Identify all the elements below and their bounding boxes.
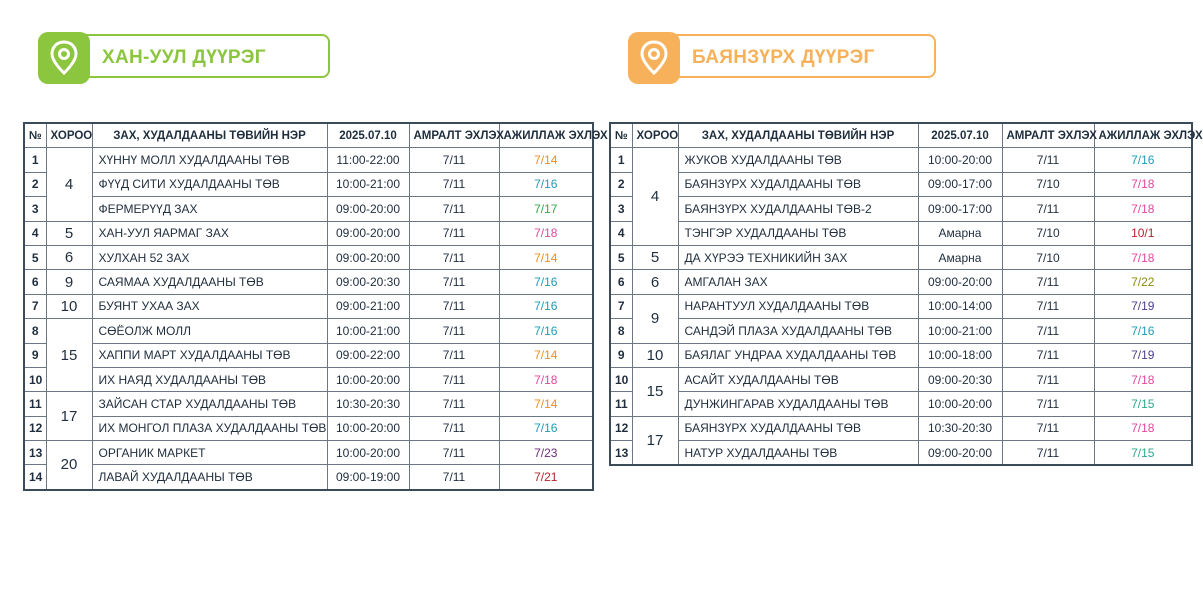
- table-row: [24, 197, 593, 221]
- rest-start-date: 7/11: [1002, 270, 1094, 294]
- opening-hours: 09:00-20:00: [327, 221, 409, 245]
- market-name: ХҮННҮ МОЛЛ ХУДАЛДААНЫ ТӨВ: [92, 148, 327, 172]
- table-row: [24, 245, 593, 269]
- opening-hours: 10:00-21:00: [327, 319, 409, 343]
- market-name: БАЯНЗҮРХ ХУДАЛДААНЫ ТӨВ: [678, 172, 918, 196]
- khoroo-cell: 10: [632, 343, 678, 367]
- rest-start-date: 7/11: [409, 465, 499, 490]
- market-name: НАРАНТУУЛ ХУДАЛДААНЫ ТӨВ: [678, 294, 918, 318]
- reopen-date: 7/15: [1094, 392, 1192, 416]
- row-number: 1: [24, 148, 46, 172]
- header-rest-start: АМРАЛТ ЭХЛЭХ: [1002, 123, 1094, 148]
- row-number: 3: [610, 197, 632, 221]
- header-reopen: АЖИЛЛАЖ ЭХЛЭХ: [499, 123, 593, 148]
- reopen-date: 7/17: [499, 197, 593, 221]
- table-row: [24, 367, 593, 391]
- row-number: 6: [610, 270, 632, 294]
- district-title: ХАН-УУЛ ДҮҮРЭГ: [102, 47, 266, 68]
- header-reopen: АЖИЛЛАЖ ЭХЛЭХ: [1094, 123, 1192, 148]
- table-row: [610, 416, 1192, 440]
- row-number: 1: [610, 148, 632, 172]
- header-row: [24, 123, 593, 148]
- header-number: №: [610, 123, 632, 148]
- opening-hours: Амарна: [918, 221, 1002, 245]
- market-name: САЯМАА ХУДАЛДААНЫ ТӨВ: [92, 270, 327, 294]
- reopen-date: 7/18: [1094, 416, 1192, 440]
- rest-start-date: 7/11: [409, 197, 499, 221]
- rest-start-date: 7/11: [409, 148, 499, 172]
- header-name: ЗАХ, ХУДАЛДААНЫ ТӨВИЙН НЭР: [678, 123, 918, 148]
- market-name: САНДЭЙ ПЛАЗА ХУДАЛДААНЫ ТӨВ: [678, 319, 918, 343]
- row-number: 8: [610, 319, 632, 343]
- rest-start-date: 7/11: [409, 294, 499, 318]
- opening-hours: 09:00-22:00: [327, 343, 409, 367]
- table-row: [24, 416, 593, 440]
- header-rest-start: АМРАЛТ ЭХЛЭХ: [409, 123, 499, 148]
- table-row: [610, 319, 1192, 343]
- khoroo-cell: 15: [46, 319, 92, 392]
- header-row: [610, 123, 1192, 148]
- table-row: [610, 148, 1192, 172]
- table-row: [24, 465, 593, 490]
- rest-start-date: 7/11: [409, 245, 499, 269]
- reopen-date: 7/18: [1094, 245, 1192, 269]
- table-row: [24, 294, 593, 318]
- market-name: АМГАЛАН ЗАХ: [678, 270, 918, 294]
- khoroo-cell: 9: [632, 294, 678, 343]
- opening-hours: 11:00-22:00: [327, 148, 409, 172]
- opening-hours: Амарна: [918, 245, 1002, 269]
- rest-start-date: 7/11: [1002, 392, 1094, 416]
- reopen-date: 7/18: [499, 221, 593, 245]
- reopen-date: 7/14: [499, 245, 593, 269]
- table-row: [24, 319, 593, 343]
- rest-start-date: 7/11: [1002, 441, 1094, 466]
- market-name: ЛАВАЙ ХУДАЛДААНЫ ТӨВ: [92, 465, 327, 490]
- market-name: ДА ХҮРЭЭ ТЕХНИКИЙН ЗАХ: [678, 245, 918, 269]
- market-name: ФЕРМЕРҮҮД ЗАХ: [92, 197, 327, 221]
- opening-hours: 09:00-20:00: [918, 270, 1002, 294]
- table-row: [24, 270, 593, 294]
- header-khoroo: ХОРОО: [46, 123, 92, 148]
- opening-hours: 09:00-17:00: [918, 197, 1002, 221]
- rest-start-date: 7/11: [1002, 416, 1094, 440]
- rest-start-date: 7/11: [409, 172, 499, 196]
- khoroo-cell: 20: [46, 441, 92, 490]
- khoroo-cell: 4: [632, 148, 678, 246]
- opening-hours: 09:00-20:30: [327, 270, 409, 294]
- rest-start-date: 7/11: [409, 343, 499, 367]
- opening-hours: 10:00-20:00: [327, 416, 409, 440]
- opening-hours: 10:30-20:30: [918, 416, 1002, 440]
- market-name: ИХ МОНГОЛ ПЛАЗА ХУДАЛДААНЫ ТӨВ: [92, 416, 327, 440]
- khoroo-cell: 6: [632, 270, 678, 294]
- opening-hours: 10:00-21:00: [327, 172, 409, 196]
- table-row: [610, 197, 1192, 221]
- reopen-date: 7/16: [1094, 148, 1192, 172]
- table-row: [610, 172, 1192, 196]
- rest-start-date: 7/11: [409, 367, 499, 391]
- row-number: 13: [610, 441, 632, 466]
- row-number: 4: [610, 221, 632, 245]
- opening-hours: 09:00-20:00: [918, 441, 1002, 466]
- table-row: [610, 245, 1192, 269]
- rest-start-date: 7/11: [1002, 294, 1094, 318]
- row-number: 11: [610, 392, 632, 416]
- market-name: ЖУКОВ ХУДАЛДААНЫ ТӨВ: [678, 148, 918, 172]
- row-number: 10: [24, 367, 46, 391]
- row-number: 12: [610, 416, 632, 440]
- rest-start-date: 7/11: [1002, 197, 1094, 221]
- reopen-date: 7/19: [1094, 343, 1192, 367]
- reopen-date: 10/1: [1094, 221, 1192, 245]
- market-schedule-table-khan-uul: [23, 122, 608, 491]
- rest-start-date: 7/10: [1002, 221, 1094, 245]
- row-number: 9: [24, 343, 46, 367]
- opening-hours: 09:00-20:00: [327, 245, 409, 269]
- rest-start-date: 7/11: [1002, 148, 1094, 172]
- row-number: 6: [24, 270, 46, 294]
- opening-hours: 09:00-17:00: [918, 172, 1002, 196]
- table-row: [24, 148, 593, 172]
- khoroo-cell: 15: [632, 367, 678, 416]
- opening-hours: 09:00-20:00: [327, 197, 409, 221]
- market-name: ХАППИ МАРТ ХУДАЛДААНЫ ТӨВ: [92, 343, 327, 367]
- rest-start-date: 7/11: [409, 221, 499, 245]
- market-schedule-table-bayanzurkh: [609, 122, 1203, 466]
- market-name: БАЯЛАГ УНДРАА ХУДАЛДААНЫ ТӨВ: [678, 343, 918, 367]
- khoroo-cell: 4: [46, 148, 92, 221]
- reopen-date: 7/23: [499, 441, 593, 465]
- rest-start-date: 7/11: [409, 441, 499, 465]
- header-khoroo: ХОРОО: [632, 123, 678, 148]
- reopen-date: 7/18: [1094, 367, 1192, 391]
- table-row: [610, 270, 1192, 294]
- opening-hours: 10:00-20:00: [918, 148, 1002, 172]
- khoroo-cell: 6: [46, 245, 92, 269]
- table-row: [610, 294, 1192, 318]
- table-row: [610, 343, 1192, 367]
- market-name: ФҮҮД СИТИ ХУДАЛДААНЫ ТӨВ: [92, 172, 327, 196]
- khoroo-cell: 17: [632, 416, 678, 465]
- market-name: ХУЛХАН 52 ЗАХ: [92, 245, 327, 269]
- rest-start-date: 7/11: [409, 270, 499, 294]
- market-name: ОРГАНИК МАРКЕТ: [92, 441, 327, 465]
- rest-start-date: 7/11: [1002, 319, 1094, 343]
- row-number: 4: [24, 221, 46, 245]
- header-date: 2025.07.10: [327, 123, 409, 148]
- reopen-date: 7/16: [499, 416, 593, 440]
- district-badge-khan-uul: [38, 34, 330, 78]
- reopen-date: 7/18: [499, 367, 593, 391]
- row-number: 9: [610, 343, 632, 367]
- district-title: БАЯНЗҮРХ ДҮҮРЭГ: [692, 47, 875, 68]
- reopen-date: 7/16: [499, 294, 593, 318]
- row-number: 13: [24, 441, 46, 465]
- row-number: 7: [24, 294, 46, 318]
- table-row: [610, 221, 1192, 245]
- table-row: [24, 343, 593, 367]
- market-name: БАЯНЗҮРХ ХУДАЛДААНЫ ТӨВ: [678, 416, 918, 440]
- opening-hours: 09:00-21:00: [327, 294, 409, 318]
- row-number: 11: [24, 392, 46, 416]
- row-number: 5: [24, 245, 46, 269]
- row-number: 7: [610, 294, 632, 318]
- rest-start-date: 7/11: [409, 416, 499, 440]
- rest-start-date: 7/10: [1002, 172, 1094, 196]
- reopen-date: 7/16: [499, 270, 593, 294]
- rest-start-date: 7/11: [409, 392, 499, 416]
- row-number: 10: [610, 367, 632, 391]
- row-number: 5: [610, 245, 632, 269]
- location-pin-icon: [38, 32, 90, 84]
- row-number: 2: [24, 172, 46, 196]
- opening-hours: 10:00-18:00: [918, 343, 1002, 367]
- reopen-date: 7/21: [499, 465, 593, 490]
- opening-hours: 10:00-14:00: [918, 294, 1002, 318]
- row-number: 3: [24, 197, 46, 221]
- location-pin-icon: [628, 32, 680, 84]
- reopen-date: 7/14: [499, 343, 593, 367]
- table-row: [610, 392, 1192, 416]
- rest-start-date: 7/10: [1002, 245, 1094, 269]
- market-name: НАТУР ХУДАЛДААНЫ ТӨВ: [678, 441, 918, 466]
- header-number: №: [24, 123, 46, 148]
- reopen-date: 7/22: [1094, 270, 1192, 294]
- rest-start-date: 7/11: [1002, 343, 1094, 367]
- opening-hours: 10:00-20:00: [327, 367, 409, 391]
- header-date: 2025.07.10: [918, 123, 1002, 148]
- opening-hours: 09:00-19:00: [327, 465, 409, 490]
- market-name: ИХ НАЯД ХУДАЛДААНЫ ТӨВ: [92, 367, 327, 391]
- reopen-date: 7/15: [1094, 441, 1192, 466]
- reopen-date: 7/16: [499, 319, 593, 343]
- table-row: [610, 367, 1192, 391]
- row-number: 12: [24, 416, 46, 440]
- header-name: ЗАХ, ХУДАЛДААНЫ ТӨВИЙН НЭР: [92, 123, 327, 148]
- rest-start-date: 7/11: [409, 319, 499, 343]
- reopen-date: 7/14: [499, 148, 593, 172]
- row-number: 2: [610, 172, 632, 196]
- table-row: [24, 221, 593, 245]
- table-row: [24, 172, 593, 196]
- reopen-date: 7/19: [1094, 294, 1192, 318]
- market-name: ТЭНГЭР ХУДАЛДААНЫ ТӨВ: [678, 221, 918, 245]
- table-row: [24, 441, 593, 465]
- reopen-date: 7/16: [1094, 319, 1192, 343]
- khoroo-cell: 17: [46, 392, 92, 441]
- market-name: ХАН-УУЛ ЯАРМАГ ЗАХ: [92, 221, 327, 245]
- market-name: БУЯНТ УХАА ЗАХ: [92, 294, 327, 318]
- market-name: ЗАЙСАН СТАР ХУДАЛДААНЫ ТӨВ: [92, 392, 327, 416]
- reopen-date: 7/18: [1094, 172, 1192, 196]
- opening-hours: 10:00-20:00: [918, 392, 1002, 416]
- opening-hours: 10:30-20:30: [327, 392, 409, 416]
- market-name: СӨЁОЛЖ МОЛЛ: [92, 319, 327, 343]
- opening-hours: 10:00-20:00: [327, 441, 409, 465]
- reopen-date: 7/18: [1094, 197, 1192, 221]
- reopen-date: 7/16: [499, 172, 593, 196]
- market-name: ДУНЖИНГАРАВ ХУДАЛДААНЫ ТӨВ: [678, 392, 918, 416]
- row-number: 8: [24, 319, 46, 343]
- rest-start-date: 7/11: [1002, 367, 1094, 391]
- khoroo-cell: 5: [632, 245, 678, 269]
- khoroo-cell: 9: [46, 270, 92, 294]
- khoroo-cell: 5: [46, 221, 92, 245]
- khoroo-cell: 10: [46, 294, 92, 318]
- row-number: 14: [24, 465, 46, 490]
- reopen-date: 7/14: [499, 392, 593, 416]
- opening-hours: 09:00-20:30: [918, 367, 1002, 391]
- district-badge-bayanzurkh: [628, 34, 936, 78]
- opening-hours: 10:00-21:00: [918, 319, 1002, 343]
- market-name: АСАЙТ ХУДАЛДААНЫ ТӨВ: [678, 367, 918, 391]
- market-name: БАЯНЗҮРХ ХУДАЛДААНЫ ТӨВ-2: [678, 197, 918, 221]
- table-row: [610, 441, 1192, 466]
- table-row: [24, 392, 593, 416]
